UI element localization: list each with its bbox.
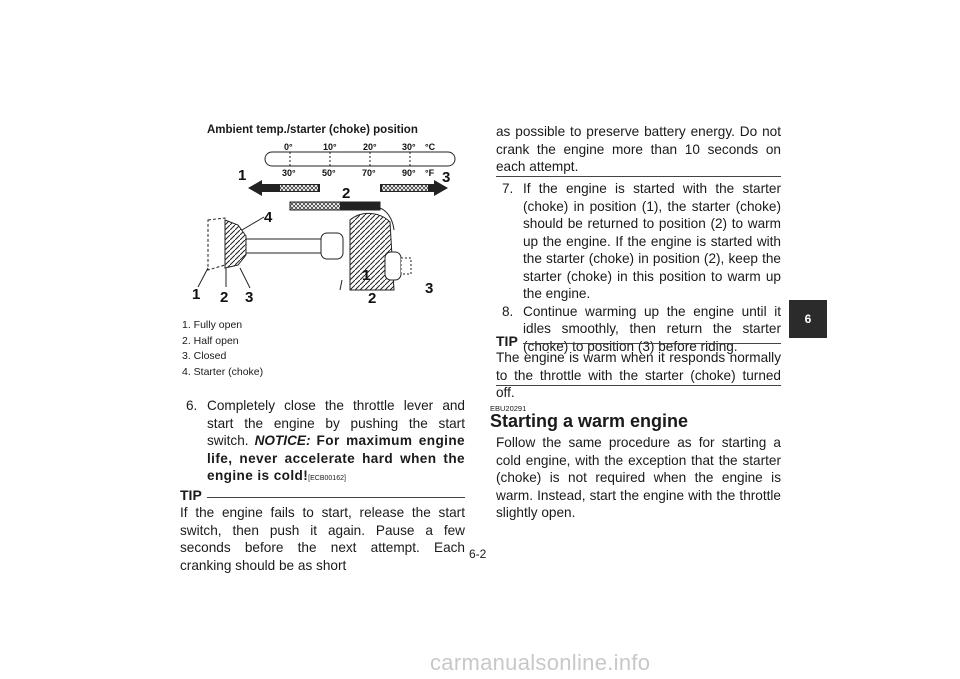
- section-code: EBU20291: [490, 404, 527, 413]
- section-text: Follow the same procedure as for starting a cold engine, with the exception that the starter (choke) is not required when the engine is warm. Instead, start the engine with the throttle slightly open.: [496, 435, 781, 520]
- watermark: carmanualsonline.info: [430, 650, 651, 675]
- celsius-label: 0°: [284, 142, 293, 152]
- fahrenheit-label: 70°: [362, 168, 376, 178]
- tip-text: The engine is warm when it responds normally to the throttle with the starter (choke) turned off.: [496, 350, 781, 400]
- notice-label: NOTICE:: [254, 433, 311, 448]
- tip-end-divider: [496, 385, 781, 386]
- step-text: If the engine is started with the starter (choke) in position (1), the starter (choke) should be returned to position (2) to warm up the engine. If the engine is started with the starter (choke) in position (2), keep the starter (choke) in this position to warm up the engine.: [523, 181, 781, 301]
- caption-item: 3. Closed: [182, 350, 227, 362]
- steps-divider: [496, 176, 781, 177]
- callout-closed: 3: [442, 169, 451, 186]
- figure-title: Ambient temp./starter (choke) position: [207, 124, 418, 136]
- step-number: 7.: [502, 181, 514, 196]
- caption-item: 2. Half open: [182, 334, 239, 347]
- callout-closed: 3: [425, 280, 434, 297]
- callout-half-open: 2: [342, 185, 351, 202]
- step-6: [180, 397, 465, 488]
- celsius-label: 20°: [363, 142, 377, 152]
- callout-fully-open: 1: [238, 167, 247, 184]
- callout-fully-open: 1: [362, 267, 371, 284]
- tip-label: TIP: [180, 487, 202, 503]
- continuation-text: as possible to preserve battery energy. Do not crank the engine more than 10 seconds on each attempt.: [496, 124, 781, 174]
- step-number: 6.: [186, 398, 198, 413]
- temperature-scale: [265, 152, 455, 166]
- notice-text: For maximum engine life, never accelerate hard when the engine is cold!: [207, 433, 465, 483]
- fahrenheit-label: 50°: [322, 168, 336, 178]
- celsius-label: 10°: [323, 142, 337, 152]
- fahrenheit-label: 30°: [282, 168, 296, 178]
- callout-starter-knob: 4: [264, 209, 273, 226]
- callout-half-open: 2: [368, 290, 377, 307]
- section-title: Starting a warm engine: [490, 411, 689, 431]
- tip-divider: [523, 343, 781, 344]
- fahrenheit-unit: °F: [425, 168, 435, 178]
- callout-half-open: 2: [220, 289, 229, 306]
- celsius-label: 30°: [402, 142, 416, 152]
- tip-text: If the engine fails to start, release the start switch, then push it again. Pause a few seconds before the next attempt. Each cranking should be as short: [180, 505, 465, 573]
- closed-arrow: [380, 180, 448, 196]
- choke-position-illustration: [180, 140, 460, 310]
- figure-caption: [182, 318, 263, 380]
- callout-fully-open: 1: [192, 286, 201, 303]
- step-text: Continue warming up the engine until it idles smoothly, then return the starter (choke) to position (3) before riding.: [523, 303, 781, 354]
- step-text: Completely close the throttle lever and start the engine by pushing the start switch.: [207, 398, 465, 448]
- fully-open-arrow: [248, 180, 320, 196]
- step-7: [496, 180, 781, 303]
- half-open-bar: [290, 202, 380, 210]
- handlebar-switch: [340, 207, 411, 290]
- steps-list: [496, 180, 781, 355]
- callout-closed: 3: [245, 289, 254, 306]
- caption-item: 4. Starter (choke): [182, 365, 264, 378]
- chapter-tab: 6: [789, 300, 827, 338]
- tip-divider: [207, 497, 465, 498]
- caption-item: 1. Fully open: [182, 319, 243, 331]
- step-8: [496, 303, 781, 356]
- page-number: 6-2: [469, 547, 487, 561]
- celsius-unit: °C: [425, 142, 436, 152]
- starter-choke-knob: [208, 218, 343, 270]
- fahrenheit-label: 90°: [402, 168, 416, 178]
- step-number: 8.: [502, 303, 514, 319]
- notice-code: [ECB00162]: [308, 475, 346, 482]
- tip-label: TIP: [496, 333, 518, 349]
